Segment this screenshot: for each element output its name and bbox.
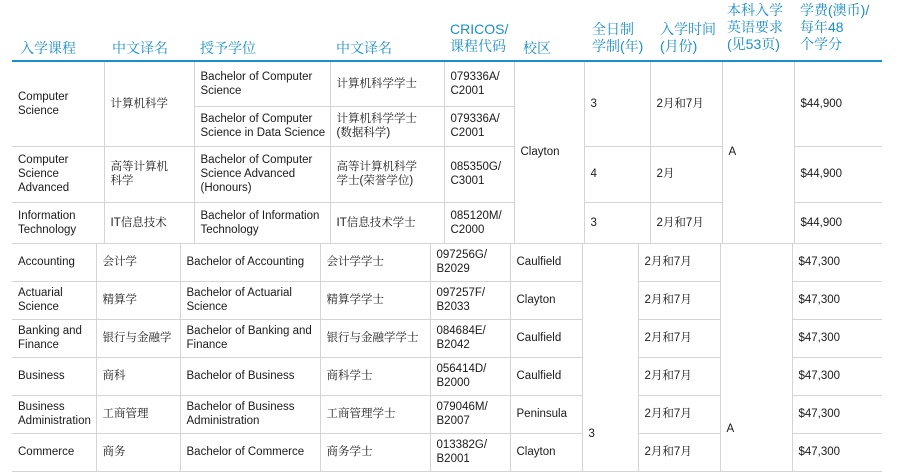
intake: 2月和7月	[638, 357, 720, 395]
course-name: Business Administration	[12, 395, 96, 433]
intake: 2月和7月	[650, 202, 722, 243]
intake: 2月和7月	[638, 395, 720, 433]
course-name: Computer Science	[12, 62, 104, 146]
english-requirement: A	[722, 62, 794, 243]
cricos-code: 085120M/ C2000	[444, 202, 514, 243]
english-requirement: A	[720, 243, 792, 471]
degree-name: Bachelor of Computer Science	[194, 62, 330, 106]
intake: 2月和7月	[638, 319, 720, 357]
degree-name: Bachelor of Information Technology	[194, 202, 330, 243]
table-header	[0, 0, 900, 62]
header-degree-cn: 中文译名	[336, 40, 392, 56]
fee: $47,300	[792, 243, 882, 281]
cricos-code: 079046M/ B2007	[430, 395, 510, 433]
course-table-lower	[12, 243, 882, 472]
fee: $47,300	[792, 281, 882, 319]
fee: $47,300	[792, 433, 882, 471]
degree-name-cn: 商科学士	[320, 357, 430, 395]
campus: Caulfield	[510, 319, 582, 357]
course-name: Banking and Finance	[12, 319, 96, 357]
intake: 2月	[650, 146, 722, 202]
campus: Clayton	[510, 433, 582, 471]
cricos-code: 085350G/ C3001	[444, 146, 514, 202]
campus: Caulfield	[510, 243, 582, 281]
degree-name: Bachelor of Business	[180, 357, 320, 395]
degree-name-cn: 计算机科学学士 (数据科学)	[330, 106, 444, 146]
degree-name: Bachelor of Computer Science Advanced (Honours)	[194, 146, 330, 202]
degree-name-cn: 商务学士	[320, 433, 430, 471]
intake: 2月和7月	[638, 281, 720, 319]
cricos-code: 013382G/ B2001	[430, 433, 510, 471]
course-name: Accounting	[12, 243, 96, 281]
cricos-code: 097257F/ B2033	[430, 281, 510, 319]
fee: $44,900	[794, 62, 882, 146]
degree-name-cn: 会计学学士	[320, 243, 430, 281]
degree-name-cn: 高等计算机科学 学士(荣誉学位)	[330, 146, 444, 202]
degree-name-cn: 工商管理学士	[320, 395, 430, 433]
campus: Peninsula	[510, 395, 582, 433]
course-name: Business	[12, 357, 96, 395]
table-row	[12, 243, 882, 281]
course-table-upper	[12, 62, 882, 244]
header-campus: 校区	[523, 40, 551, 56]
duration: 3	[584, 202, 650, 243]
cricos-code: 097256G/ B2029	[430, 243, 510, 281]
course-name-cn: 商务	[96, 433, 180, 471]
degree-name: Bachelor of Computer Science in Data Science	[194, 106, 330, 146]
course-name-cn: 银行与金融学	[96, 319, 180, 357]
cricos-code: 084684E/ B2042	[430, 319, 510, 357]
course-name-cn: 工商管理	[96, 395, 180, 433]
header-degree: 授予学位	[200, 40, 256, 56]
cricos-code: 056414D/ B2000	[430, 357, 510, 395]
course-name-cn: 计算机科学	[104, 62, 194, 146]
cricos-code: 079336A/ C2001	[444, 62, 514, 106]
fee: $47,300	[792, 395, 882, 433]
header-course: 入学课程	[20, 40, 76, 56]
course-name: Commerce	[12, 433, 96, 471]
fee: $44,900	[794, 146, 882, 202]
intake: 2月和7月	[638, 433, 720, 471]
course-name: Actuarial Science	[12, 281, 96, 319]
degree-name: Bachelor of Commerce	[180, 433, 320, 471]
duration: 3	[584, 62, 650, 146]
course-name-cn: 高等计算机 科学	[104, 146, 194, 202]
degree-name-cn: IT信息技术学士	[330, 202, 444, 243]
degree-name: Bachelor of Actuarial Science	[180, 281, 320, 319]
table-row	[12, 62, 882, 106]
duration: 4	[584, 146, 650, 202]
header-intake: 入学时间 (月份)	[660, 21, 716, 54]
degree-name: Bachelor of Banking and Finance	[180, 319, 320, 357]
intake: 2月和7月	[650, 62, 722, 146]
course-name: Computer Science Advanced	[12, 146, 104, 202]
fee: $47,300	[792, 357, 882, 395]
campus: Caulfield	[510, 357, 582, 395]
campus: Clayton	[514, 62, 584, 243]
fee: $47,300	[792, 319, 882, 357]
campus: Clayton	[510, 281, 582, 319]
course-name-cn: 商科	[96, 357, 180, 395]
degree-name-cn: 精算学学士	[320, 281, 430, 319]
header-fee: 学费(澳币)/ 每年48 个学分	[800, 2, 870, 52]
course-name: Information Technology	[12, 202, 104, 243]
degree-name-cn: 银行与金融学学士	[320, 319, 430, 357]
cricos-code: 079336A/ C2001	[444, 106, 514, 146]
header-cricos: CRICOS/ 课程代码	[450, 21, 509, 54]
intake: 2月和7月	[638, 243, 720, 281]
fee: $44,900	[794, 202, 882, 243]
header-english: 本科入学 英语要求 (见53页)	[727, 2, 783, 52]
degree-name: Bachelor of Accounting	[180, 243, 320, 281]
course-name-cn: 精算学	[96, 281, 180, 319]
degree-name: Bachelor of Business Administration	[180, 395, 320, 433]
course-name-cn: 会计学	[96, 243, 180, 281]
degree-name-cn: 计算机科学学士	[330, 62, 444, 106]
duration: 3	[582, 243, 638, 471]
header-course-cn: 中文译名	[112, 40, 168, 56]
header-duration: 全日制 学制(年)	[592, 21, 644, 54]
course-name-cn: IT信息技术	[104, 202, 194, 243]
